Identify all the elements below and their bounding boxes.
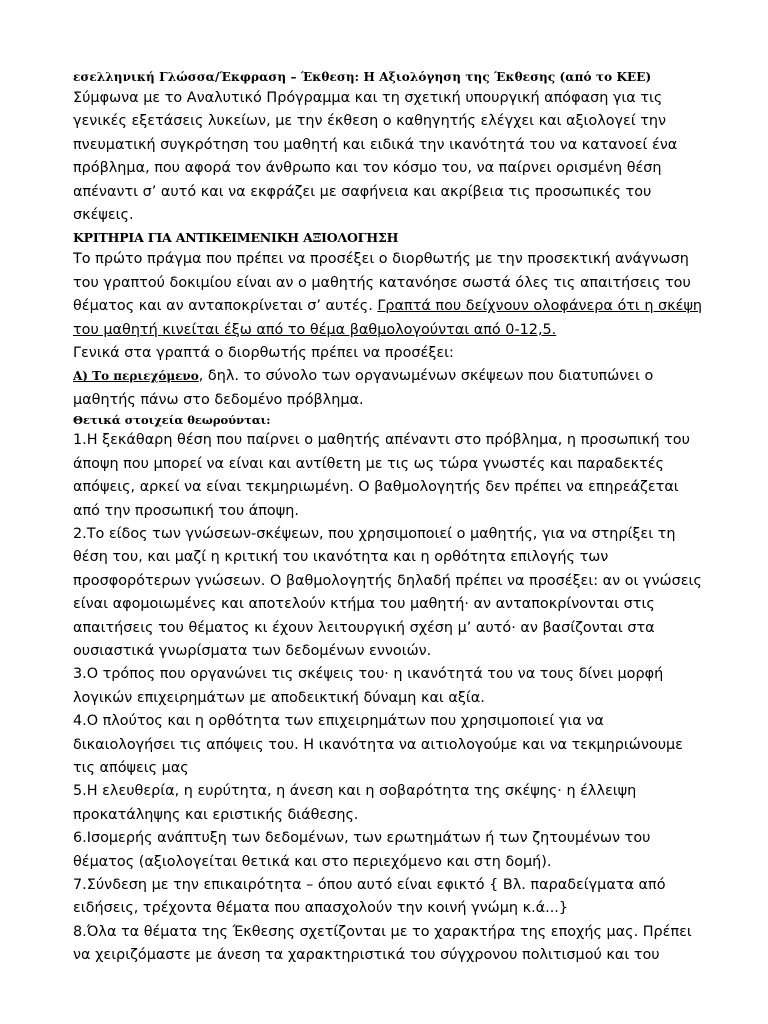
criteria-underlined-text: Γραπτά που δείχνουν ολοφάνερα ότι η σκέψη του μαθητή κινείται έξω από το θέμα βαθμολογούνται από 0-12,5. — [73, 298, 703, 338]
document-page — [73, 68, 703, 968]
positive-heading: Θετικά στοιχεία θεωρούνται: — [73, 413, 271, 428]
content-paragraph — [73, 365, 703, 412]
list-item: 4.Ο πλούτος και η ορθότητα των επιχειρημάτων που χρησιμοποιεί για να δικαιολογήσει τις απόψεις του. Η ικανότητα να αιτιολογούμε και να τεκμηριώνουμε τις απόψεις μας — [73, 713, 683, 776]
list-item: 6.Ισομερής ανάπτυξη των δεδομένων, των ερωτημάτων ή των ζητουμένων του θέματος (αξιολογείται θετικά και στο περιεχόμενο και στη δομή). — [73, 830, 651, 870]
document-title: εσελληνική Γλώσσα/Έκφραση – Έκθεση: Η Αξιολόγηση της Έκθεσης (από το ΚΕΕ) — [73, 70, 652, 84]
list-item: 3.Ο τρόπος που οργανώνει τις σκέψεις του· η ικανότητά του να τους δίνει μορφή λογικών επιχειρημάτων με αποδεικτική δύναμη και αξία. — [73, 666, 664, 706]
list-item: 8.Όλα τα θέματα της Έκθεσης σχετίζονται με το χαρακτήρα της εποχής μας. Πρέπει να χειριζόμαστε με άνεση τα χαρακτηριστικά του σύγχρονου πολιτισμού και του — [73, 923, 692, 964]
intro-paragraph: Σύμφωνα με το Αναλυτικό Πρόγραμμα και τη σχετική υπουργική απόφαση για τις γενικές εξετάσεις λυκείων, με την έκθεση ο καθηγητής ελέγχει και αξιολογεί την πνευματική συγκρότηση του μαθητή και ειδικά την ικανότητά του να κατανοεί ένα πρόβλημα, που αφορά τον άνθρωπο και τον κόσμο του, να παίρνει ορισμένη θέση απέναντι σ’ αυτό και να εκφράζει με σαφήνεια και ακρίβεια τις προσωπικές του σκέψεις. — [73, 90, 678, 224]
criteria-text: Το πρώτο πράγμα που πρέπει να προσέξει ο διορθωτής με την προσεκτική ανάγνωση του γραπτού δοκιμίου είναι αν ο μαθητής κατανόησε σωστά όλες τις απαιτήσεις του θέματος και αν ανταποκρίνεται σ’ αυτές. — [73, 251, 691, 315]
list-item: 1.Η ξεκάθαρη θέση που παίρνει ο μαθητής απέναντι στο πρόβλημα, η προσωπική του άποψη που μπορεί να είναι και αντίθετη με τις ως τώρα γνωστές και παραδεκτές απόψεις, αρκεί να είναι τεκμηριωμένη. Ο βαθμολογητής δεν πρέπει να επηρεάζεται από την προσωπική του άποψη. — [73, 432, 690, 519]
content-label: Α) Το περιεχόμενο — [73, 369, 199, 384]
list-item: 5.Η ελευθερία, η ευρύτητα, η άνεση και η σοβαρότητα της σκέψης· η έλλειψη προκατάληψης και εριστικής διάθεσης. — [73, 783, 637, 823]
list-item: 2.Το είδος των γνώσεων-σκέψεων, που χρησιμοποιεί ο μαθητής, για να στηρίξει τη θέση του, και μαζί η κριτική του ικανότητα και η ορθότητα επιλογής των προσφορότερων γνώσεων. Ο βαθμολογητής δηλαδή πρέπει να προσέξει: αν οι γνώσεις είναι αφομοιωμένες και αποτελούν κτήμα του μαθητή· αν ανταποκρίνονται στις απαιτήσεις του θέματος κι έχουν λειτουργική σχέση μ’ αυτό· αν βασίζονται στα ουσιαστικά γνωρίσματα των δεδομένων εννοιών. — [73, 525, 702, 659]
criteria-heading: ΚΡΙΤΗΡΙΑ ΓΙΑ ΑΝΤΙΚΕΙΜΕΝΙΚΗ ΑΞΙΟΛΟΓΗΣΗ — [73, 230, 399, 246]
list-item: 7.Σύνδεση με την επικαιρότητα – όπου αυτό είναι εφικτό { Βλ. παραδείγματα από ειδήσεις, τρέχοντα θέματα που απασχολούν την κοινή γνώμη κ.ά...} — [73, 877, 666, 917]
criteria-paragraph — [73, 248, 703, 342]
content-text: , δηλ. το σύνολο των οργανωμένων σκέψεων που διατυπώνει ο μαθητής πάνω στο δεδομένο πρόβλημα. — [73, 368, 654, 408]
general-line: Γενικά στα γραπτά ο διορθωτής πρέπει να προσέξει: — [73, 345, 454, 362]
